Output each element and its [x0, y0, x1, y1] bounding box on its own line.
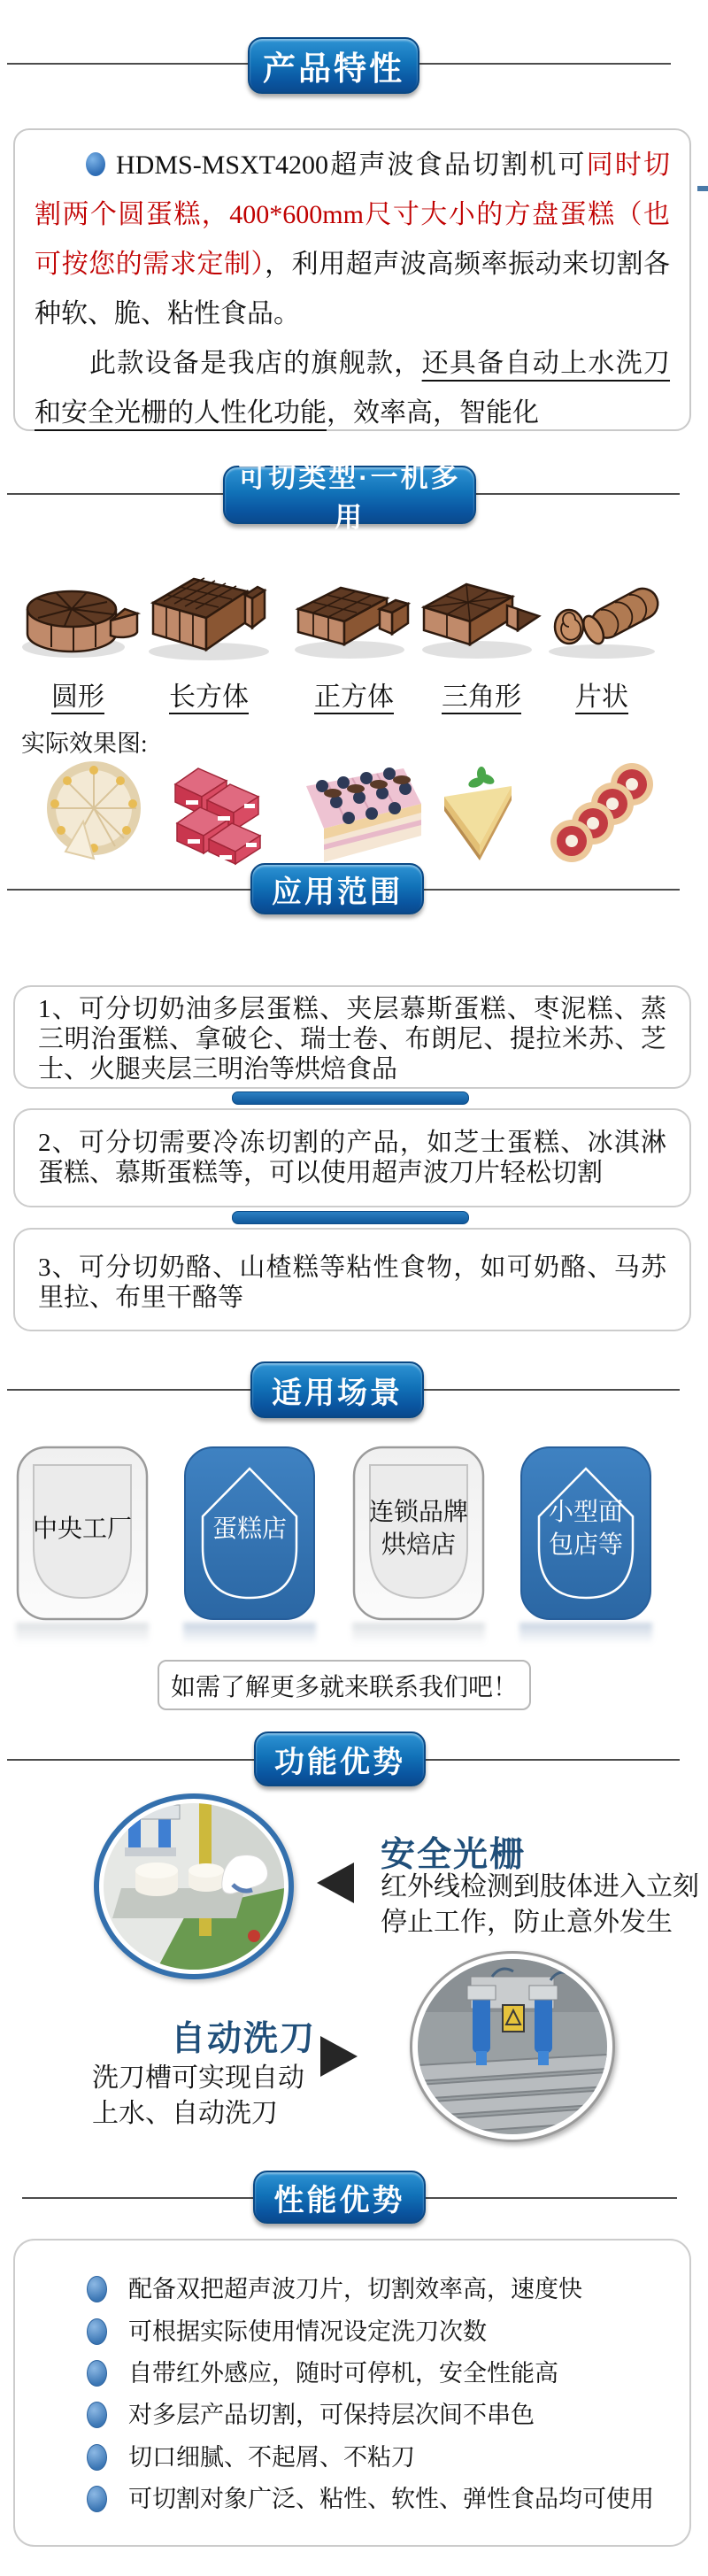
badge-reflection — [183, 1623, 316, 1644]
intro-paragraph-1 — [35, 141, 670, 339]
oval-bullet-icon — [87, 2444, 107, 2471]
feature-title-safety-grating: 安全光栅 — [381, 1836, 527, 1874]
bullet-dot-icon — [86, 152, 105, 176]
slice-roll-illustration — [535, 563, 668, 669]
section-header-use-scenarios: 适用场景 — [250, 1361, 424, 1418]
oval-bullet-icon — [87, 2402, 107, 2428]
arrow-right-icon — [320, 2036, 358, 2077]
scenario-badge-small-bakery — [519, 1446, 652, 1621]
performance-text: 可根据实际使用情况设定洗刀次数 — [128, 2318, 487, 2345]
right-edge-artifact — [697, 186, 708, 191]
badge-label: 连锁品牌烘焙店 — [368, 1499, 468, 1559]
rect-block-illustration — [142, 563, 275, 669]
connector-bar — [232, 1091, 469, 1105]
performance-item — [87, 2273, 582, 2305]
section-header-function-advantages: 功能优势 — [254, 1731, 426, 1786]
contact-callout: 如需了解更多就来联系我们吧！ — [158, 1660, 531, 1710]
performance-text: 自带红外感应，随时可停机，安全性能高 — [128, 2360, 558, 2387]
shape-label-sheet: 片状 — [575, 683, 628, 712]
section-header-cut-types: 可切类型·一机多用 — [223, 466, 476, 524]
performance-text: 配备双把超声波刀片，切割效率高，速度快 — [128, 2276, 582, 2302]
intro-text: ，利用超声波高频率振动来切割各种软、脆、粘性食品。 — [35, 250, 671, 328]
connector-bar — [232, 1211, 469, 1224]
intro-paragraph-2 — [35, 339, 670, 438]
oval-bullet-icon — [87, 2318, 107, 2345]
effect-photo-cheesecake — [435, 760, 520, 866]
application-item-3: 3、可分切奶酪、山楂糕等粘性食物，如可奶酪、马苏里拉、布里干酪等 — [13, 1228, 691, 1331]
effect-photo-blueberry-cake — [297, 760, 427, 868]
application-item-2: 2、可分切需要冷冻切割的产品，如芝士蛋糕、冰淇淋蛋糕、慕斯蛋糕等，可以使用超声波刀片轻松切割 — [13, 1108, 691, 1207]
performance-item — [87, 2316, 487, 2348]
intro-text: ，效率高，智能化 — [327, 398, 539, 428]
round-cake-illustration — [12, 563, 144, 669]
auto-wash-photo — [410, 1951, 615, 2142]
badge-reflection — [519, 1623, 652, 1644]
shape-label-cube: 正方体 — [314, 683, 394, 712]
oval-bullet-icon — [87, 2276, 107, 2302]
performance-text: 切口细腻、不起屑、不粘刀 — [128, 2444, 415, 2471]
badge-reflection — [352, 1623, 485, 1644]
scenario-badge-central-factory — [16, 1446, 149, 1621]
performance-item — [87, 2441, 415, 2473]
feature-desc-auto-wash: 洗刀槽可实现自动上水、自动洗刀 — [92, 2063, 304, 2128]
application-item-1: 1、可分切奶油多层蛋糕、夹层慕斯蛋糕、枣泥糕、蒸三明治蛋糕、拿破仑、瑞士卷、布朗尼、提拉米苏、芝士、火腿夹层三明治等烘焙食品 — [13, 985, 691, 1089]
section-header-product-features: 产品特性 — [248, 37, 419, 94]
arrow-left-icon — [317, 1863, 354, 1903]
effect-caption: 实际效果图: — [21, 730, 148, 757]
badge-label: 小型面包店等 — [548, 1499, 623, 1559]
effect-photo-red-velvet-squares — [168, 760, 285, 866]
triangle-cut-illustration — [415, 563, 548, 669]
performance-item — [87, 2483, 654, 2515]
feature-desc-safety-grating: 红外线检测到肢体进入立刻停止工作，防止意外发生 — [381, 1872, 699, 1937]
intro-text: HDMS-MSXT4200超声波食品切割机可 — [116, 150, 587, 180]
performance-text: 可切割对象广泛、粘性、软性、弹性食品均可使用 — [128, 2486, 654, 2512]
performance-item — [87, 2399, 535, 2431]
oval-bullet-icon — [87, 2486, 107, 2512]
safety-grating-photo — [94, 1793, 294, 1979]
badge-label: 蛋糕店 — [212, 1515, 287, 1543]
shape-label-cuboid: 长方体 — [169, 683, 249, 712]
badge-reflection — [16, 1623, 149, 1644]
intro-text-highlight: 同时切割两个圆蛋糕，400*600mm尺寸大小的方盘蛋糕（也可按您的需求定制） — [35, 150, 670, 279]
section-header-application-scope: 应用范围 — [250, 863, 424, 914]
performance-item — [87, 2357, 558, 2389]
intro-text: 此款设备是我店的旗舰款， — [89, 349, 422, 378]
cube-grid-illustration — [288, 563, 420, 669]
section-header-performance-advantages: 性能优势 — [253, 2171, 426, 2224]
product-intro-box — [13, 128, 691, 431]
shape-label-round: 圆形 — [51, 683, 104, 712]
feature-title-auto-wash: 自动洗刀 — [170, 2020, 316, 2058]
shape-label-triangle: 三角形 — [442, 683, 521, 712]
effect-photo-cream-pie — [39, 760, 147, 868]
badge-label: 中央工厂 — [32, 1515, 132, 1543]
performance-text: 对多层产品切割，可保持层次间不串色 — [128, 2402, 535, 2428]
effect-photo-roll-slices — [543, 760, 660, 868]
intro-text-underlined: 还具备自动上水洗刀和安全光栅的人性化功能 — [35, 349, 671, 428]
scenario-badge-chain-bakery — [352, 1446, 485, 1621]
scenario-badge-cake-shop — [183, 1446, 316, 1621]
oval-bullet-icon — [87, 2360, 107, 2387]
